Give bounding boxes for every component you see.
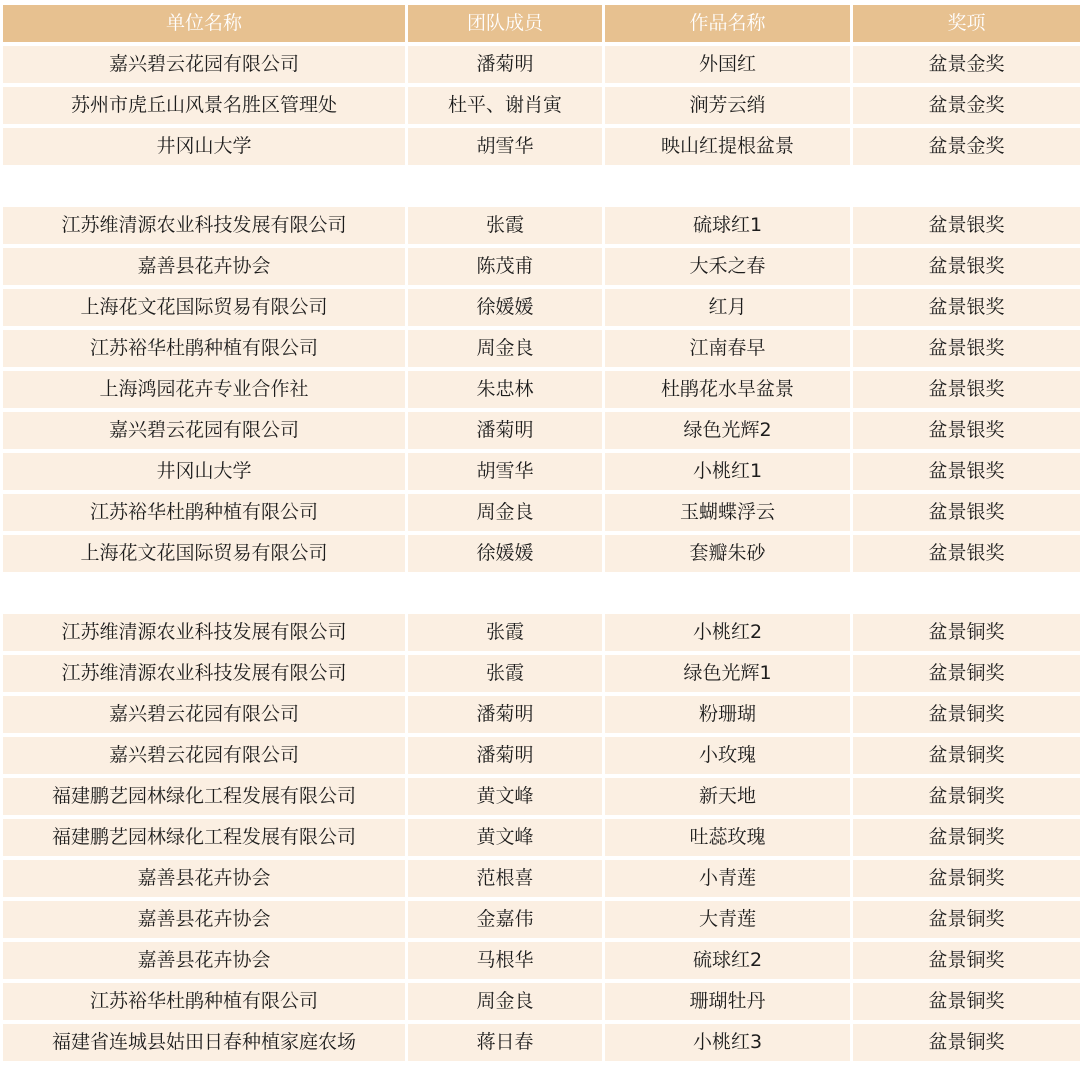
cell-members: 陈茂甫 <box>408 248 602 285</box>
table-row <box>3 87 1080 124</box>
table-row <box>3 412 1080 449</box>
cell-members: 杜平、谢肖寅 <box>408 87 602 124</box>
cell-members: 徐媛媛 <box>408 289 602 326</box>
cell-award: 盆景银奖 <box>853 371 1080 408</box>
cell-members: 朱忠林 <box>408 371 602 408</box>
cell-members: 潘菊明 <box>408 46 602 83</box>
cell-award: 盆景铜奖 <box>853 1024 1080 1061</box>
cell-members: 潘菊明 <box>408 412 602 449</box>
table-row <box>3 655 1080 692</box>
cell-members: 潘菊明 <box>408 737 602 774</box>
header-unit: 单位名称 <box>3 5 405 42</box>
cell-award: 盆景铜奖 <box>853 696 1080 733</box>
cell-work: 绿色光辉1 <box>605 655 850 692</box>
cell-award: 盆景铜奖 <box>853 901 1080 938</box>
cell-unit: 嘉善县花卉协会 <box>3 942 405 979</box>
cell-work: 外国红 <box>605 46 850 83</box>
cell-award: 盆景铜奖 <box>853 983 1080 1020</box>
table-row <box>3 901 1080 938</box>
cell-work: 红月 <box>605 289 850 326</box>
cell-award: 盆景金奖 <box>853 46 1080 83</box>
table-row <box>3 330 1080 367</box>
cell-work: 硫球红1 <box>605 207 850 244</box>
cell-unit: 嘉兴碧云花园有限公司 <box>3 696 405 733</box>
cell-work: 大青莲 <box>605 901 850 938</box>
cell-members: 金嘉伟 <box>408 901 602 938</box>
table-row <box>3 983 1080 1020</box>
cell-award: 盆景银奖 <box>853 535 1080 572</box>
cell-unit: 江苏维清源农业科技发展有限公司 <box>3 655 405 692</box>
table-row <box>3 1024 1080 1061</box>
cell-work: 杜鹃花水旱盆景 <box>605 371 850 408</box>
table-row <box>3 819 1080 856</box>
cell-unit: 江苏裕华杜鹃种植有限公司 <box>3 330 405 367</box>
cell-unit: 嘉兴碧云花园有限公司 <box>3 412 405 449</box>
cell-members: 张霞 <box>408 614 602 651</box>
cell-award: 盆景铜奖 <box>853 655 1080 692</box>
cell-members: 胡雪华 <box>408 453 602 490</box>
cell-work: 套瓣朱砂 <box>605 535 850 572</box>
cell-unit: 苏州市虎丘山风景名胜区管理处 <box>3 87 405 124</box>
cell-unit: 嘉善县花卉协会 <box>3 248 405 285</box>
cell-unit: 嘉兴碧云花园有限公司 <box>3 46 405 83</box>
cell-work: 绿色光辉2 <box>605 412 850 449</box>
cell-award: 盆景银奖 <box>853 412 1080 449</box>
cell-unit: 江苏维清源农业科技发展有限公司 <box>3 614 405 651</box>
cell-members: 周金良 <box>408 983 602 1020</box>
cell-unit: 井冈山大学 <box>3 453 405 490</box>
cell-work: 新天地 <box>605 778 850 815</box>
cell-award: 盆景铜奖 <box>853 614 1080 651</box>
table-row <box>3 46 1080 83</box>
cell-work: 涧芳云绡 <box>605 87 850 124</box>
cell-members: 黄文峰 <box>408 778 602 815</box>
cell-work: 吐蕊玫瑰 <box>605 819 850 856</box>
group-spacer <box>3 576 1080 614</box>
table-row <box>3 737 1080 774</box>
table-row <box>3 860 1080 897</box>
header-members: 团队成员 <box>408 5 602 42</box>
cell-members: 范根喜 <box>408 860 602 897</box>
table-row <box>3 942 1080 979</box>
table-row <box>3 614 1080 651</box>
cell-award: 盆景铜奖 <box>853 778 1080 815</box>
cell-work: 小桃红1 <box>605 453 850 490</box>
table-row <box>3 371 1080 408</box>
cell-award: 盆景金奖 <box>853 128 1080 165</box>
cell-work: 硫球红2 <box>605 942 850 979</box>
cell-unit: 江苏裕华杜鹃种植有限公司 <box>3 494 405 531</box>
cell-work: 粉珊瑚 <box>605 696 850 733</box>
cell-award: 盆景银奖 <box>853 289 1080 326</box>
cell-unit: 嘉善县花卉协会 <box>3 901 405 938</box>
cell-unit: 福建鹏艺园林绿化工程发展有限公司 <box>3 778 405 815</box>
cell-unit: 上海花文花国际贸易有限公司 <box>3 289 405 326</box>
cell-award: 盆景金奖 <box>853 87 1080 124</box>
table-row <box>3 248 1080 285</box>
cell-work: 小桃红2 <box>605 614 850 651</box>
cell-members: 胡雪华 <box>408 128 602 165</box>
table-row <box>3 696 1080 733</box>
cell-work: 小玫瑰 <box>605 737 850 774</box>
header-work: 作品名称 <box>605 5 850 42</box>
cell-award: 盆景铜奖 <box>853 942 1080 979</box>
cell-members: 黄文峰 <box>408 819 602 856</box>
cell-unit: 福建省连城县姑田日春种植家庭农场 <box>3 1024 405 1061</box>
cell-members: 张霞 <box>408 655 602 692</box>
cell-members: 张霞 <box>408 207 602 244</box>
silver-award-group <box>3 207 1080 572</box>
table-header <box>3 5 1080 42</box>
award-table <box>3 5 1080 1065</box>
cell-unit: 江苏裕华杜鹃种植有限公司 <box>3 983 405 1020</box>
cell-work: 玉蝴蝶浮云 <box>605 494 850 531</box>
cell-award: 盆景银奖 <box>853 207 1080 244</box>
table-row <box>3 453 1080 490</box>
table-row <box>3 289 1080 326</box>
cell-unit: 江苏维清源农业科技发展有限公司 <box>3 207 405 244</box>
cell-award: 盆景铜奖 <box>853 819 1080 856</box>
cell-members: 周金良 <box>408 494 602 531</box>
cell-work: 江南春早 <box>605 330 850 367</box>
cell-work: 映山红提根盆景 <box>605 128 850 165</box>
table-row <box>3 778 1080 815</box>
cell-unit: 嘉善县花卉协会 <box>3 860 405 897</box>
cell-work: 小青莲 <box>605 860 850 897</box>
cell-members: 周金良 <box>408 330 602 367</box>
cell-work: 珊瑚牡丹 <box>605 983 850 1020</box>
cell-members: 蒋日春 <box>408 1024 602 1061</box>
cell-award: 盆景银奖 <box>853 453 1080 490</box>
cell-work: 大禾之春 <box>605 248 850 285</box>
cell-award: 盆景银奖 <box>853 248 1080 285</box>
cell-members: 马根华 <box>408 942 602 979</box>
cell-award: 盆景铜奖 <box>853 737 1080 774</box>
cell-work: 小桃红3 <box>605 1024 850 1061</box>
table-row <box>3 207 1080 244</box>
cell-members: 潘菊明 <box>408 696 602 733</box>
cell-unit: 福建鹏艺园林绿化工程发展有限公司 <box>3 819 405 856</box>
cell-unit: 井冈山大学 <box>3 128 405 165</box>
gold-award-group <box>3 46 1080 165</box>
table-row <box>3 128 1080 165</box>
header-award: 奖项 <box>853 5 1080 42</box>
cell-unit: 上海鸿园花卉专业合作社 <box>3 371 405 408</box>
cell-award: 盆景银奖 <box>853 494 1080 531</box>
cell-award: 盆景铜奖 <box>853 860 1080 897</box>
cell-award: 盆景银奖 <box>853 330 1080 367</box>
bronze-award-group <box>3 614 1080 1061</box>
cell-members: 徐媛媛 <box>408 535 602 572</box>
cell-unit: 嘉兴碧云花园有限公司 <box>3 737 405 774</box>
group-spacer <box>3 169 1080 207</box>
cell-unit: 上海花文花国际贸易有限公司 <box>3 535 405 572</box>
table-row <box>3 535 1080 572</box>
table-row <box>3 494 1080 531</box>
